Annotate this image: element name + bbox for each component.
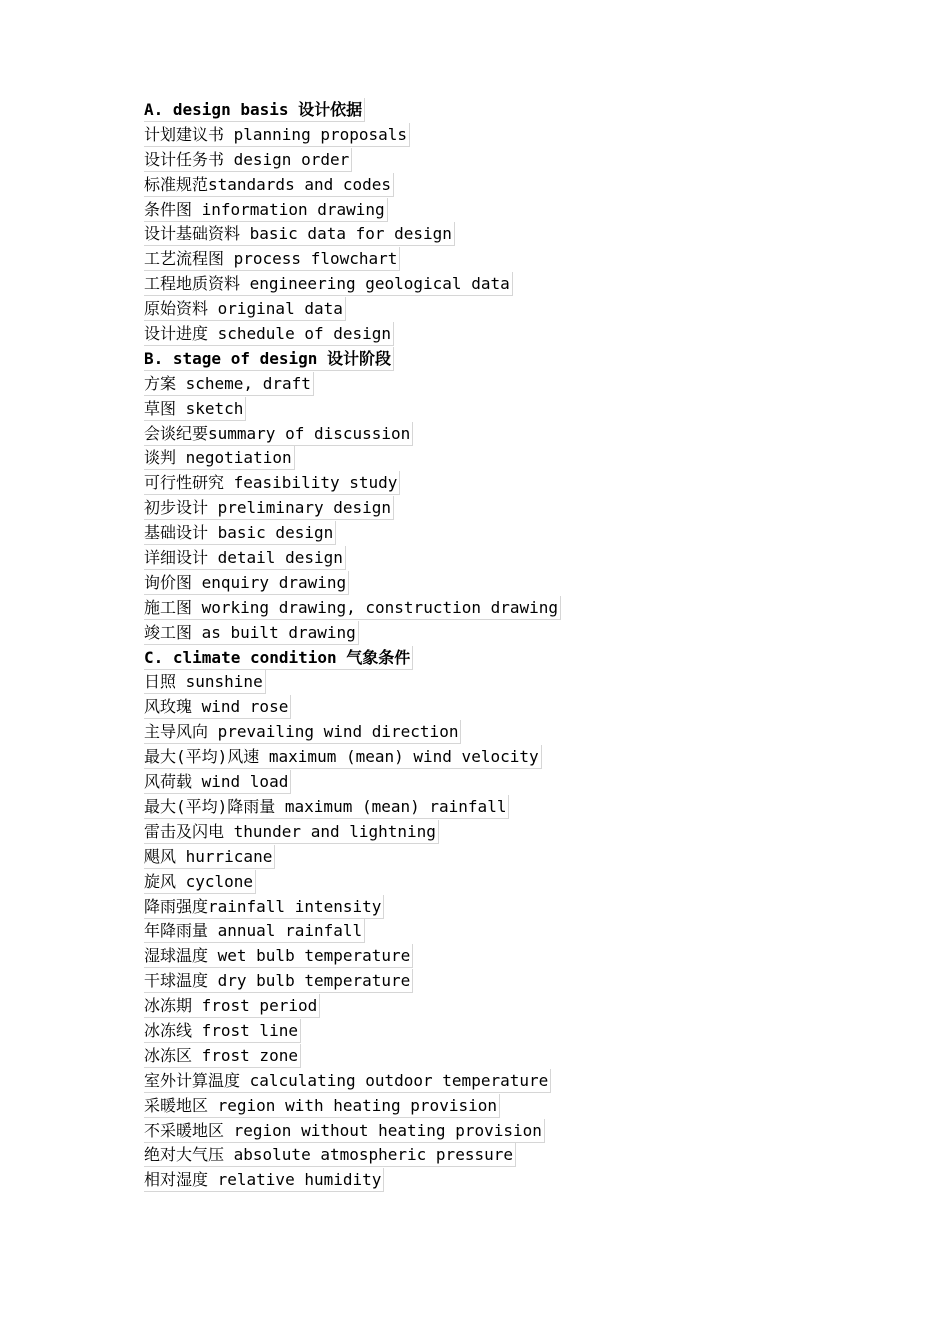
list-item: 可行性研究 feasibility study xyxy=(144,471,904,496)
section-heading-design-basis: A. design basis 设计依据 xyxy=(144,98,904,123)
list-item: 谈判 negotiation xyxy=(144,446,904,471)
list-item: 相对湿度 relative humidity xyxy=(144,1168,904,1193)
list-item: 基础设计 basic design xyxy=(144,521,904,546)
list-item: 冰冻线 frost line xyxy=(144,1019,904,1044)
list-item: 原始资料 original data xyxy=(144,297,904,322)
list-item: 室外计算温度 calculating outdoor temperature xyxy=(144,1069,904,1094)
list-item: 工程地质资料 engineering geological data xyxy=(144,272,904,297)
glossary-list xyxy=(144,98,904,1193)
list-item: 年降雨量 annual rainfall xyxy=(144,919,904,944)
list-item: 工艺流程图 process flowchart xyxy=(144,247,904,272)
list-item: 绝对大气压 absolute atmospheric pressure xyxy=(144,1143,904,1168)
list-item: 日照 sunshine xyxy=(144,670,904,695)
list-item: 竣工图 as built drawing xyxy=(144,621,904,646)
list-item: 初步设计 preliminary design xyxy=(144,496,904,521)
list-item: 不采暖地区 region without heating provision xyxy=(144,1119,904,1144)
list-item: 干球温度 dry bulb temperature xyxy=(144,969,904,994)
list-item: 降雨强度rainfall intensity xyxy=(144,895,904,920)
list-item: 最大(平均)降雨量 maximum (mean) rainfall xyxy=(144,795,904,820)
list-item: 计划建议书 planning proposals xyxy=(144,123,904,148)
list-item: 条件图 information drawing xyxy=(144,198,904,223)
list-item: 风荷载 wind load xyxy=(144,770,904,795)
list-item: 最大(平均)风速 maximum (mean) wind velocity xyxy=(144,745,904,770)
list-item: 湿球温度 wet bulb temperature xyxy=(144,944,904,969)
list-item: 详细设计 detail design xyxy=(144,546,904,571)
list-item: 询价图 enquiry drawing xyxy=(144,571,904,596)
list-item: 采暖地区 region with heating provision xyxy=(144,1094,904,1119)
list-item: 飓风 hurricane xyxy=(144,845,904,870)
list-item: 草图 sketch xyxy=(144,397,904,422)
list-item: 方案 scheme, draft xyxy=(144,372,904,397)
list-item: 冰冻期 frost period xyxy=(144,994,904,1019)
list-item: 风玫瑰 wind rose xyxy=(144,695,904,720)
list-item: 设计进度 schedule of design xyxy=(144,322,904,347)
list-item: 设计任务书 design order xyxy=(144,148,904,173)
list-item: 会谈纪要summary of discussion xyxy=(144,422,904,447)
list-item: 旋风 cyclone xyxy=(144,870,904,895)
list-item: 冰冻区 frost zone xyxy=(144,1044,904,1069)
list-item: 主导风向 prevailing wind direction xyxy=(144,720,904,745)
section-heading-climate-condition: C. climate condition 气象条件 xyxy=(144,646,904,671)
section-heading-stage-of-design: B. stage of design 设计阶段 xyxy=(144,347,904,372)
list-item: 施工图 working drawing, construction drawing xyxy=(144,596,904,621)
list-item: 标准规范standards and codes xyxy=(144,173,904,198)
list-item: 设计基础资料 basic data for design xyxy=(144,222,904,247)
list-item: 雷击及闪电 thunder and lightning xyxy=(144,820,904,845)
